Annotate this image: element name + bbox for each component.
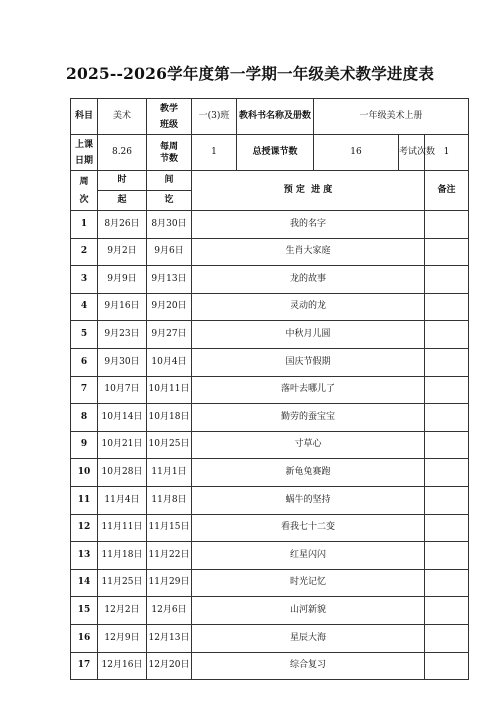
- end-date: 10月4日: [147, 348, 192, 376]
- start-date: 10月14日: [98, 404, 147, 432]
- end-date: 11月8日: [147, 486, 192, 514]
- week-number: 16: [71, 624, 98, 652]
- start-date: 11月4日: [98, 486, 147, 514]
- start-date-label: [71, 135, 98, 171]
- end-date: 11月1日: [147, 459, 192, 487]
- lesson-content: 星辰大海: [192, 624, 425, 652]
- start-date: 11月25日: [98, 569, 147, 597]
- end-date: 11月22日: [147, 542, 192, 570]
- table-row: [71, 348, 469, 376]
- week-number: 15: [71, 597, 98, 625]
- start-date: 11月11日: [98, 514, 147, 542]
- schedule-table: [70, 98, 469, 680]
- class-value: 一(3)班: [192, 99, 237, 135]
- remark: [425, 569, 469, 597]
- lesson-content: 生肖大家庭: [192, 238, 425, 266]
- weekly-lessons-label-line1: 每周: [159, 141, 178, 152]
- subject-label: 科目: [71, 99, 98, 135]
- week-number: 1: [71, 211, 98, 239]
- lesson-content: 时光记忆: [192, 569, 425, 597]
- week-number: 10: [71, 459, 98, 487]
- remark: [425, 211, 469, 239]
- start-date: 12月2日: [98, 597, 147, 625]
- remark: [425, 238, 469, 266]
- table-row: [71, 238, 469, 266]
- end-date: 10月11日: [147, 376, 192, 404]
- lesson-content: 国庆节假期: [192, 348, 425, 376]
- start-date-label-line2: 日期: [74, 155, 93, 166]
- textbook-label: 教科书名称及册数: [237, 99, 314, 135]
- end-date: 12月13日: [147, 624, 192, 652]
- start-date: 10月21日: [98, 431, 147, 459]
- end-date: 9月6日: [147, 238, 192, 266]
- table-row: [71, 321, 469, 349]
- lesson-content: 我的名字: [192, 211, 425, 239]
- start-date: 9月9日: [98, 266, 147, 294]
- lesson-content: 龙的故事: [192, 266, 425, 294]
- start-date: 12月9日: [98, 624, 147, 652]
- subject-value: 美术: [98, 99, 147, 135]
- lesson-content: 综合复习: [192, 652, 425, 680]
- start-date-value: 8.26: [98, 135, 147, 171]
- table-row: [71, 486, 469, 514]
- start-date: 10月28日: [98, 459, 147, 487]
- remark: [425, 459, 469, 487]
- week-number: 2: [71, 238, 98, 266]
- week-number: 4: [71, 293, 98, 321]
- remark: [425, 486, 469, 514]
- table-row: [71, 569, 469, 597]
- week-number: 5: [71, 321, 98, 349]
- start-column-header: 起: [98, 191, 147, 211]
- end-date: 11月29日: [147, 569, 192, 597]
- exam-count-label: 考试次数: [399, 135, 425, 171]
- lesson-content: 红星闪闪: [192, 542, 425, 570]
- class-label-line1: 教学: [159, 103, 178, 114]
- remark: [425, 652, 469, 680]
- table-row: [71, 624, 469, 652]
- remark: [425, 293, 469, 321]
- lesson-content: 落叶去哪儿了: [192, 376, 425, 404]
- lesson-content: 新龟兔赛跑: [192, 459, 425, 487]
- remark: [425, 542, 469, 570]
- table-row: [71, 597, 469, 625]
- lesson-content: 看我七十二变: [192, 514, 425, 542]
- week-column-header: [71, 171, 98, 211]
- end-date: 9月27日: [147, 321, 192, 349]
- lesson-content: 山河新貌: [192, 597, 425, 625]
- time-header-right: 间: [147, 171, 192, 191]
- table-row: [71, 293, 469, 321]
- week-number: 14: [71, 569, 98, 597]
- textbook-value: 一年级美术上册: [314, 99, 469, 135]
- total-lessons-value: 16: [314, 135, 399, 171]
- weekly-lessons-label-line2: 节数: [159, 153, 178, 164]
- remark: [425, 431, 469, 459]
- remark: [425, 404, 469, 432]
- table-row: [71, 431, 469, 459]
- week-number: 9: [71, 431, 98, 459]
- page-title: 2025--2026学年度第一学期一年级美术教学进度表: [65, 64, 435, 83]
- week-number: 7: [71, 376, 98, 404]
- table-row: [71, 266, 469, 294]
- week-number: 3: [71, 266, 98, 294]
- weekly-lessons-value: 1: [192, 135, 237, 171]
- end-date: 9月20日: [147, 293, 192, 321]
- week-header-line2: 次: [79, 194, 89, 205]
- class-label: [147, 99, 192, 135]
- remark: [425, 266, 469, 294]
- week-header-line1: 周: [79, 176, 89, 187]
- end-date: 9月13日: [147, 266, 192, 294]
- lesson-content: 寸草心: [192, 431, 425, 459]
- start-date-label-line1: 上课: [74, 139, 93, 150]
- remark: [425, 514, 469, 542]
- start-date: 8月26日: [98, 211, 147, 239]
- start-date: 9月2日: [98, 238, 147, 266]
- start-date: 9月23日: [98, 321, 147, 349]
- total-lessons-label: 总授课节数: [237, 135, 314, 171]
- end-date: 10月25日: [147, 431, 192, 459]
- week-number: 13: [71, 542, 98, 570]
- lesson-content: 蜗牛的坚持: [192, 486, 425, 514]
- table-row: [71, 542, 469, 570]
- end-date: 12月6日: [147, 597, 192, 625]
- schedule-rows: [71, 211, 469, 680]
- end-date: 11月15日: [147, 514, 192, 542]
- remark: [425, 624, 469, 652]
- start-date: 9月16日: [98, 293, 147, 321]
- lesson-content: 中秋月儿圆: [192, 321, 425, 349]
- start-date: 11月18日: [98, 542, 147, 570]
- remark: [425, 376, 469, 404]
- lesson-content: 勤劳的蚕宝宝: [192, 404, 425, 432]
- week-number: 12: [71, 514, 98, 542]
- weekly-lessons-label: [147, 135, 192, 171]
- time-header-left: 时: [98, 171, 147, 191]
- start-date: 12月16日: [98, 652, 147, 680]
- table-row: [71, 652, 469, 680]
- end-date: 8月30日: [147, 211, 192, 239]
- end-date: 10月18日: [147, 404, 192, 432]
- table-row: [71, 514, 469, 542]
- table-row: [71, 376, 469, 404]
- week-number: 6: [71, 348, 98, 376]
- start-date: 9月30日: [98, 348, 147, 376]
- exam-count-value: 1: [425, 135, 469, 171]
- remark: [425, 348, 469, 376]
- remark-column-header: 备注: [425, 171, 469, 211]
- remark: [425, 321, 469, 349]
- table-row: [71, 459, 469, 487]
- start-date: 10月7日: [98, 376, 147, 404]
- week-number: 17: [71, 652, 98, 680]
- plan-column-header: 预 定 进 度: [192, 171, 425, 211]
- remark: [425, 597, 469, 625]
- end-date: 12月20日: [147, 652, 192, 680]
- end-column-header: 讫: [147, 191, 192, 211]
- table-row: [71, 404, 469, 432]
- week-number: 8: [71, 404, 98, 432]
- lesson-content: 灵动的龙: [192, 293, 425, 321]
- table-row: [71, 211, 469, 239]
- class-label-line2: 班级: [159, 119, 178, 130]
- week-number: 11: [71, 486, 98, 514]
